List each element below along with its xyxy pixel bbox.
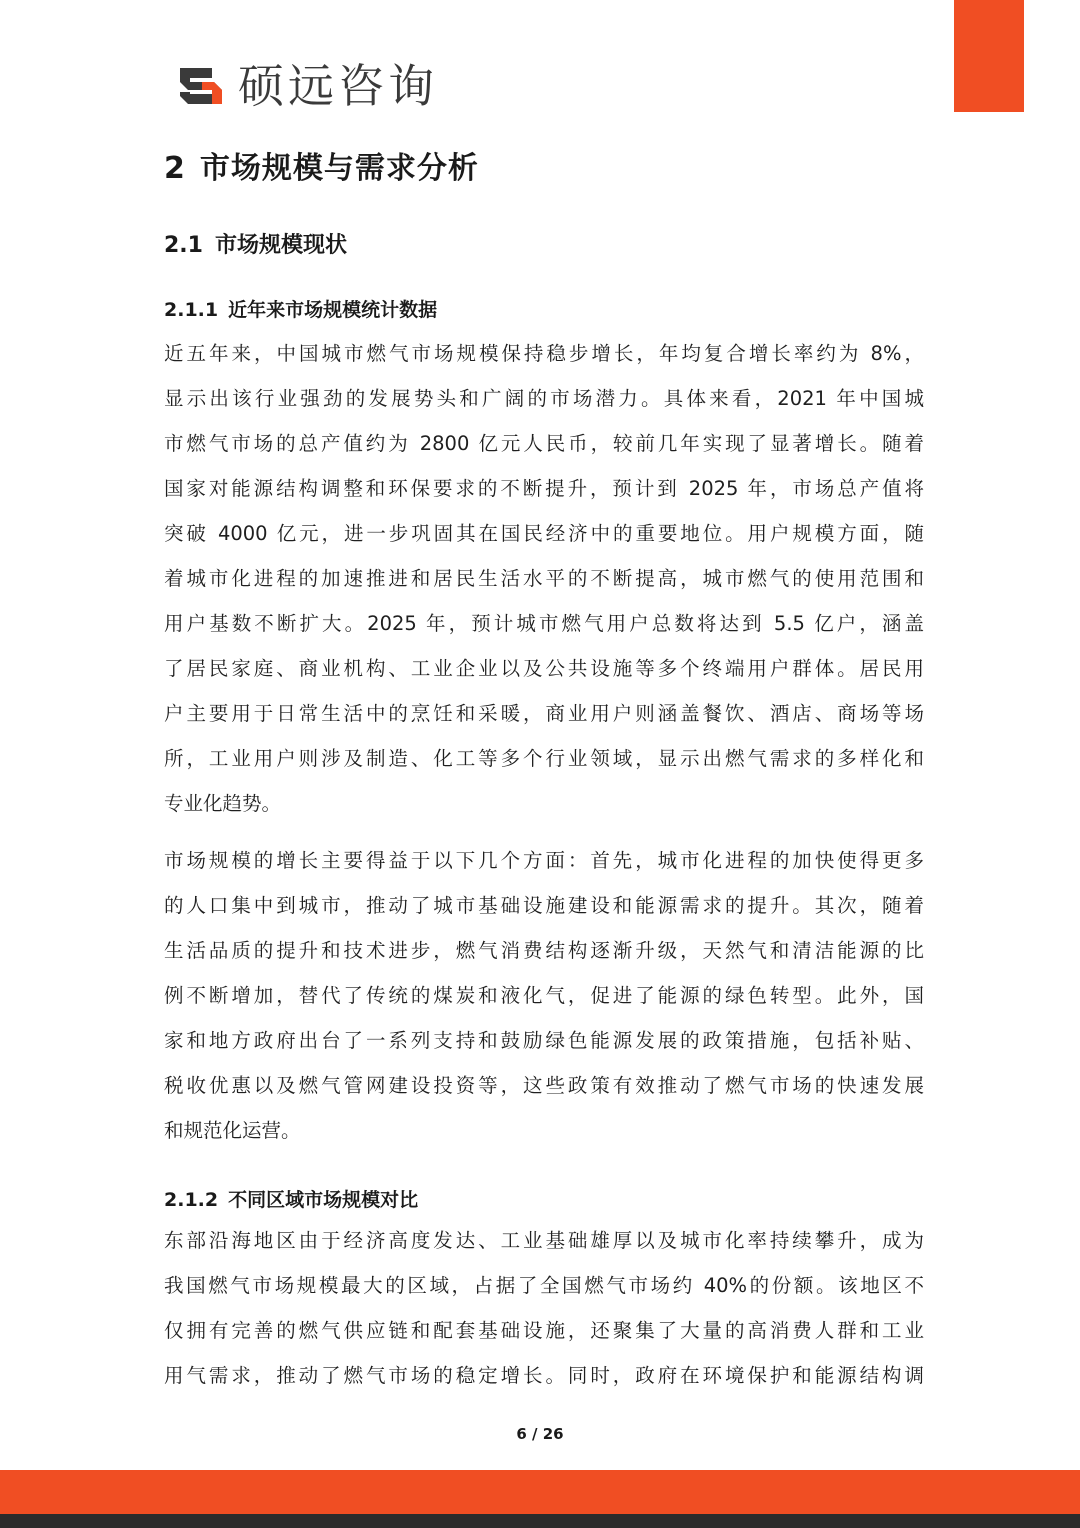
corner-accent-tab (954, 0, 1024, 112)
brand-logo-icon (176, 60, 228, 112)
paragraph-line: 家和地方政府出台了一系列支持和鼓励绿色能源发展的政策措施，包括补贴、 (164, 1029, 924, 1052)
paragraph-line: 我国燃气市场规模最大的区域，占据了全国燃气市场约 40%的份额。该地区不 (164, 1274, 924, 1297)
paragraph-line: 用户基数不断扩大。2025 年，预计城市燃气用户总数将达到 5.5 亿户，涵盖 (164, 612, 924, 635)
subsection-heading-2-1-2 (164, 1184, 418, 1216)
paragraph-line: 专业化趋势。 (164, 792, 282, 815)
paragraph-line: 市燃气市场的总产值约为 2800 亿元人民币，较前几年实现了显著增长。随着 (164, 432, 924, 455)
paragraph-line: 例不断增加，替代了传统的煤炭和液化气，促进了能源的绿色转型。此外，国 (164, 984, 924, 1007)
section-heading (164, 228, 347, 264)
subsection-title: 不同区域市场规模对比 (228, 1189, 419, 1211)
paragraph-line: 显示出该行业强劲的发展势头和广阔的市场潜力。具体来看，2021 年中国城 (164, 387, 924, 410)
paragraph-line: 生活品质的提升和技术进步，燃气消费结构逐渐升级，天然气和清洁能源的比 (164, 939, 924, 962)
paragraph-line: 户主要用于日常生活中的烹饪和采暖，商业用户则涵盖餐饮、酒店、商场等场 (164, 702, 924, 725)
section-title: 市场规模现状 (214, 233, 347, 258)
page-number: 6 / 26 (516, 1425, 564, 1443)
paragraph-line: 的人口集中到城市，推动了城市基础设施建设和能源需求的提升。其次，随着 (164, 894, 924, 917)
chapter-title: 市场规模与需求分析 (199, 151, 479, 186)
paragraph-line: 仅拥有完善的燃气供应链和配套基础设施，还聚集了大量的高消费人群和工业 (164, 1319, 924, 1342)
chapter-heading (164, 146, 479, 192)
paragraph-line: 国家对能源结构调整和环保要求的不断提升，预计到 2025 年，市场总产值将 (164, 477, 924, 500)
chapter-number: 2 (164, 151, 186, 186)
subsection-title: 近年来市场规模统计数据 (228, 299, 438, 321)
paragraph-line: 市场规模的增长主要得益于以下几个方面：首先，城市化进程的加快使得更多 (164, 849, 924, 872)
paragraph-market-stats (164, 331, 924, 826)
paragraph-line: 了居民家庭、商业机构、工业企业以及公共设施等多个终端用户群体。居民用 (164, 657, 924, 680)
paragraph-line: 所，工业用户则涉及制造、化工等多个行业领域，显示出燃气需求的多样化和 (164, 747, 924, 770)
subsection-number: 2.1.2 (164, 1189, 219, 1211)
subsection-heading-2-1-1 (164, 294, 437, 326)
paragraph-line: 和规范化运营。 (164, 1119, 301, 1142)
brand-logo (176, 58, 438, 114)
footer-dark-strip (0, 1514, 1080, 1528)
paragraph-line: 近五年来，中国城市燃气市场规模保持稳步增长，年均复合增长率约为 8%， (164, 342, 924, 365)
paragraph-growth-drivers (164, 838, 924, 1153)
brand-name: 硕远咨询 (238, 59, 438, 113)
paragraph-line: 税收优惠以及燃气管网建设投资等，这些政策有效推动了燃气市场的快速发展 (164, 1074, 924, 1097)
paragraph-line: 用气需求，推动了燃气市场的稳定增长。同时，政府在环境保护和能源结构调 (164, 1364, 924, 1387)
paragraph-line: 突破 4000 亿元，进一步巩固其在国民经济中的重要地位。用户规模方面，随 (164, 522, 924, 545)
paragraph-line: 着城市化进程的加速推进和居民生活水平的不断提高，城市燃气的使用范围和 (164, 567, 924, 590)
paragraph-line: 东部沿海地区由于经济高度发达、工业基础雄厚以及城市化率持续攀升，成为 (164, 1229, 924, 1252)
section-number: 2.1 (164, 233, 203, 258)
paragraph-regional-comparison (164, 1218, 924, 1398)
footer-accent-bar (0, 1470, 1080, 1514)
subsection-number: 2.1.1 (164, 299, 219, 321)
